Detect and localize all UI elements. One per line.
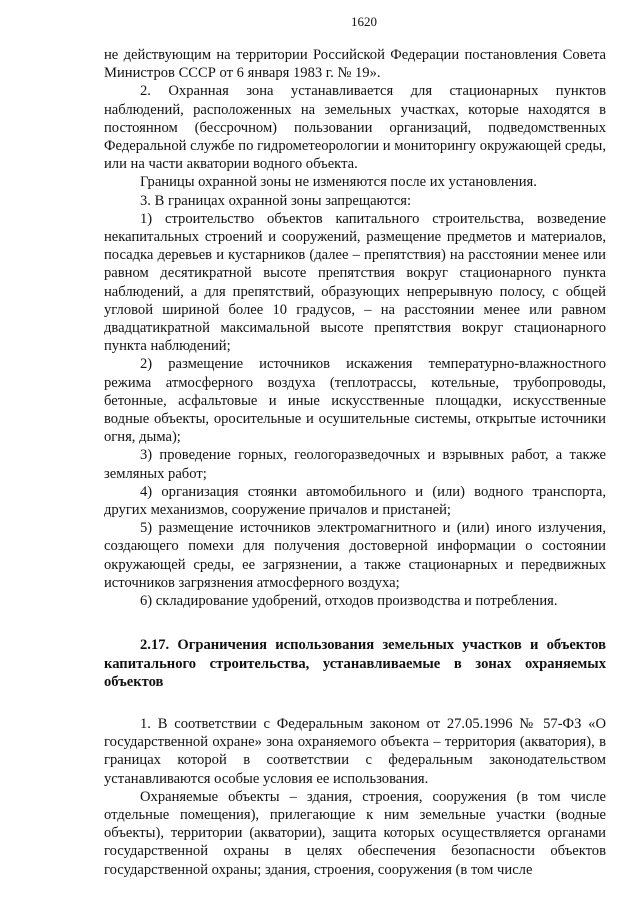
paragraph: 3. В границах охранной зоны запрещаются: bbox=[140, 192, 412, 209]
paragraph: Охраняемые объекты – здания, строения, сооружения (в том числе отдельные помещения), прилегающие к ним земельные участки (водные объекты), территории (акватории), защита которых осуществляется органами государственной охраны в целях обеспечения безопасности объектов государственной охраны; здания, строения, сооружения (в том числе bbox=[104, 788, 606, 878]
spacer bbox=[104, 610, 606, 624]
page-number: 1620 bbox=[351, 14, 377, 29]
list-item: 1) строительство объектов капитального строительства, возведение некапитальных строений и сооружений, размещение предметов и материалов, посадка деревьев и кустарников (далее – препятствия) на расстоянии менее или равном десятикратной высоте препятствия вокруг стационарного пункта наблюдений, а для препятствий, образующих непрерывную полосу, с общей угловой шириной более 10 градусов, – на расстоянии менее или равном двадцатикратной максимальной высоте препятствия вокруг стационарного пункта наблюдений; bbox=[104, 210, 606, 355]
spacer bbox=[104, 701, 606, 715]
paragraph: 1. В соответствии с Федеральным законом от 27.05.1996 № 57-ФЗ «О государственной охране» зона охраняемого объекта – территория (акватория), в границах которой в соответствии с федеральным законодательством устанавливаются особые условия ее использования. bbox=[104, 715, 606, 787]
paragraph: 2. Охранная зона устанавливается для стационарных пунктов наблюдений, расположенных на земельных участках, которые находятся в постоянном (бессрочном) пользовании организаций, подведомственных Федеральной службе по гидрометеорологии и мониторингу окружающей среды, или на части акватории водного объекта. bbox=[104, 83, 606, 173]
paragraph: Границы охранной зоны не изменяются после их установления. bbox=[140, 174, 537, 191]
list-item: 5) размещение источников электромагнитного и (или) иного излучения, создающего помехи для получения достоверной информации о состоянии окружающей среды, ее загрязнении, а также стационарных и передвижных источников загрязнения атмосферного воздуха; bbox=[104, 520, 606, 591]
list-item: 4) организация стоянки автомобильного и (или) водного транспорта, других механизмов, сооружение причалов и пристаней; bbox=[104, 483, 606, 519]
list-item: 3) проведение горных, геологоразведочных и взрывных работ, а также земляных работ; bbox=[104, 447, 606, 482]
list-item: 6) складирование удобрений, отходов производства и потребления. bbox=[140, 593, 558, 610]
paragraph: не действующим на территории Российской Федерации постановления Совета Министров СССР от 6 января 1983 г. № 19». bbox=[104, 47, 606, 82]
list-item: 2) размещение источников искажения температурно-влажностного режима атмосферного воздуха (теплотрассы, котельные, трубопроводы, бетонные, асфальтовые и иные искусственные площадки, искусственные водные объекты, оросительные и осушительные системы, открытые источники огня, дыма); bbox=[104, 356, 606, 446]
section-heading: 2.17. Ограничения использования земельных участков и объектов капитального строительства, устанавливаемые в зонах охраняемых объектов bbox=[104, 637, 606, 690]
